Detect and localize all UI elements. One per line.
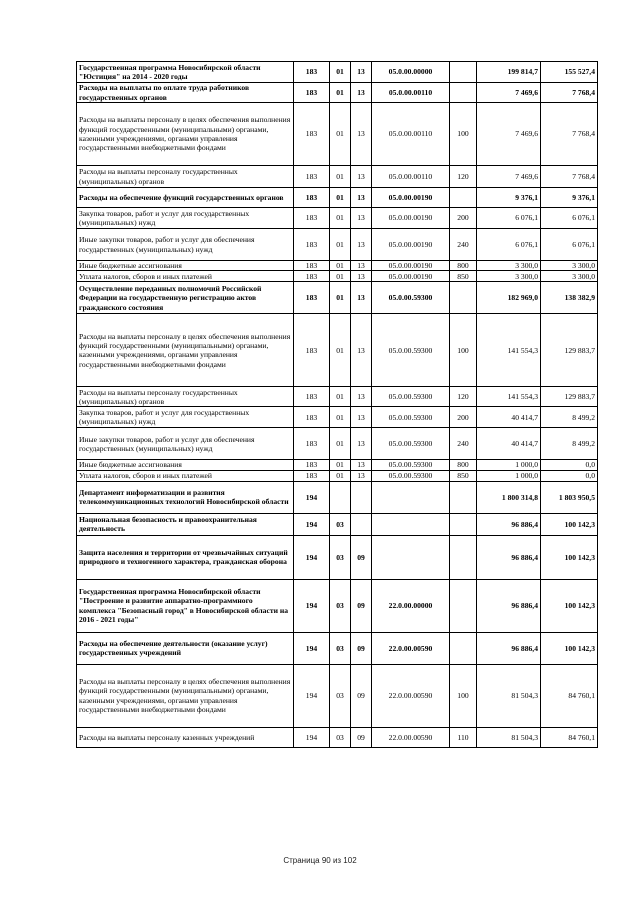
cell-name: Иные бюджетные ассигнования <box>77 460 294 470</box>
cell-code: 183 <box>294 83 330 103</box>
cell-subsection: 13 <box>351 387 372 407</box>
cell-target: 22.0.00.00590 <box>372 727 450 747</box>
cell-subsection: 09 <box>351 664 372 727</box>
cell-sum-1: 9 376,1 <box>477 188 541 208</box>
cell-code: 194 <box>294 481 330 513</box>
cell-type: 100 <box>450 664 477 727</box>
cell-name: Государственная программа Новосибирской области "Построение и развитие аппаратно-программного комплекса "Безопасный город" в Новосибирской области на 2016 - 2021 годы" <box>77 579 294 632</box>
cell-subsection: 13 <box>351 282 372 314</box>
cell-type: 110 <box>450 727 477 747</box>
table-row <box>77 208 598 229</box>
cell-code: 183 <box>294 314 330 387</box>
cell-type: 200 <box>450 407 477 428</box>
cell-section: 01 <box>330 208 351 229</box>
cell-target: 05.0.00.59300 <box>372 314 450 387</box>
table-row <box>77 513 598 535</box>
cell-type <box>450 535 477 579</box>
cell-sum-1: 96 886,4 <box>477 535 541 579</box>
cell-sum-2: 3 300,0 <box>541 271 598 282</box>
cell-sum-1: 182 969,0 <box>477 282 541 314</box>
cell-name: Расходы на обеспечение функций государственных органов <box>77 188 294 208</box>
cell-target: 05.0.00.00000 <box>372 62 450 83</box>
cell-code: 183 <box>294 407 330 428</box>
cell-target: 05.0.00.00110 <box>372 166 450 188</box>
table-row <box>77 664 598 727</box>
cell-target <box>372 535 450 579</box>
cell-sum-2: 3 300,0 <box>541 261 598 271</box>
cell-sum-2: 100 142,3 <box>541 632 598 664</box>
cell-sum-2: 100 142,3 <box>541 579 598 632</box>
table-row <box>77 727 598 747</box>
cell-subsection: 13 <box>351 470 372 481</box>
cell-sum-1: 1 000,0 <box>477 460 541 470</box>
cell-subsection: 13 <box>351 103 372 166</box>
cell-sum-2: 138 382,9 <box>541 282 598 314</box>
table-row <box>77 261 598 271</box>
cell-type: 120 <box>450 387 477 407</box>
cell-type <box>450 282 477 314</box>
cell-section: 01 <box>330 83 351 103</box>
cell-type <box>450 632 477 664</box>
cell-name: Закупка товаров, работ и услуг для государственных (муниципальных) нужд <box>77 407 294 428</box>
cell-target: 05.0.00.00190 <box>372 271 450 282</box>
cell-name: Расходы на выплаты по оплате труда работников государственных органов <box>77 83 294 103</box>
table-row <box>77 579 598 632</box>
cell-type: 120 <box>450 166 477 188</box>
cell-code: 194 <box>294 535 330 579</box>
cell-sum-1: 6 076,1 <box>477 229 541 261</box>
cell-name: Национальная безопасность и правоохранительная деятельность <box>77 513 294 535</box>
cell-subsection: 13 <box>351 62 372 83</box>
cell-sum-2: 1 803 950,5 <box>541 481 598 513</box>
page-number: Страница 90 из 102 <box>283 856 357 865</box>
cell-code: 194 <box>294 513 330 535</box>
cell-sum-2: 84 760,1 <box>541 727 598 747</box>
cell-section: 01 <box>330 62 351 83</box>
table-row <box>77 632 598 664</box>
cell-sum-2: 100 142,3 <box>541 535 598 579</box>
cell-type: 800 <box>450 460 477 470</box>
cell-code: 183 <box>294 282 330 314</box>
cell-sum-2: 129 883,7 <box>541 314 598 387</box>
cell-target <box>372 513 450 535</box>
cell-sum-2: 7 768,4 <box>541 83 598 103</box>
cell-type: 240 <box>450 229 477 261</box>
cell-section: 03 <box>330 664 351 727</box>
cell-subsection: 09 <box>351 579 372 632</box>
cell-name: Иные бюджетные ассигнования <box>77 261 294 271</box>
cell-sum-1: 199 814,7 <box>477 62 541 83</box>
cell-code: 183 <box>294 271 330 282</box>
cell-code: 183 <box>294 208 330 229</box>
cell-code: 183 <box>294 103 330 166</box>
cell-sum-2: 9 376,1 <box>541 188 598 208</box>
cell-code: 194 <box>294 579 330 632</box>
cell-name: Расходы на выплаты персоналу государственных (муниципальных) органов <box>77 387 294 407</box>
cell-code: 183 <box>294 428 330 460</box>
cell-name: Осуществление переданных полномочий Российской Федерации на государственную регистрацию актов гражданского состояния <box>77 282 294 314</box>
cell-type: 200 <box>450 208 477 229</box>
cell-section: 01 <box>330 229 351 261</box>
cell-type: 850 <box>450 470 477 481</box>
cell-sum-2: 155 527,4 <box>541 62 598 83</box>
cell-sum-1: 96 886,4 <box>477 632 541 664</box>
cell-section: 03 <box>330 513 351 535</box>
cell-sum-2: 7 768,4 <box>541 103 598 166</box>
cell-sum-1: 40 414,7 <box>477 428 541 460</box>
cell-name: Государственная программа Новосибирской области "Юстиция" на 2014 - 2020 годы <box>77 62 294 83</box>
cell-name: Департамент информатизации и развития телекоммуникационных технологий Новосибирской области <box>77 481 294 513</box>
cell-section: 03 <box>330 632 351 664</box>
budget-table-body <box>77 62 598 748</box>
cell-subsection: 13 <box>351 460 372 470</box>
cell-name: Расходы на выплаты персоналу в целях обеспечения выполнения функций государственными (муниципальными) органами, казенными учреждениями, органами управления государственными внебюджетными фондами <box>77 314 294 387</box>
cell-subsection: 13 <box>351 428 372 460</box>
cell-sum-2: 100 142,3 <box>541 513 598 535</box>
cell-sum-1: 141 554,3 <box>477 314 541 387</box>
cell-type <box>450 513 477 535</box>
cell-code: 183 <box>294 470 330 481</box>
cell-sum-2: 8 499,2 <box>541 428 598 460</box>
cell-section: 01 <box>330 261 351 271</box>
cell-code: 183 <box>294 387 330 407</box>
table-row <box>77 271 598 282</box>
cell-sum-1: 7 469,6 <box>477 103 541 166</box>
cell-target: 05.0.00.00190 <box>372 229 450 261</box>
cell-target: 05.0.00.59300 <box>372 387 450 407</box>
table-row <box>77 470 598 481</box>
table-row <box>77 535 598 579</box>
table-row <box>77 83 598 103</box>
cell-code: 183 <box>294 166 330 188</box>
cell-sum-1: 6 076,1 <box>477 208 541 229</box>
cell-sum-1: 81 504,3 <box>477 727 541 747</box>
table-row <box>77 62 598 83</box>
cell-sum-2: 129 883,7 <box>541 387 598 407</box>
cell-name: Уплата налогов, сборов и иных платежей <box>77 271 294 282</box>
cell-target: 22.0.00.00590 <box>372 632 450 664</box>
table-row <box>77 166 598 188</box>
cell-section: 01 <box>330 166 351 188</box>
cell-name: Расходы на выплаты персоналу государственных (муниципальных) органов <box>77 166 294 188</box>
cell-code: 183 <box>294 261 330 271</box>
cell-type <box>450 481 477 513</box>
cell-name: Расходы на выплаты персоналу в целях обеспечения выполнения функций государственными (муниципальными) органами, казенными учреждениями, органами управления государственными внебюджетными фондами <box>77 664 294 727</box>
cell-section: 01 <box>330 188 351 208</box>
cell-section: 01 <box>330 282 351 314</box>
cell-code: 183 <box>294 460 330 470</box>
cell-subsection: 13 <box>351 188 372 208</box>
cell-section <box>330 481 351 513</box>
table-row <box>77 407 598 428</box>
cell-name: Расходы на выплаты персоналу в целях обеспечения выполнения функций государственными (муниципальными) органами, казенными учреждениями, органами управления государственными внебюджетными фондами <box>77 103 294 166</box>
cell-sum-1: 96 886,4 <box>477 513 541 535</box>
cell-code: 194 <box>294 632 330 664</box>
cell-target: 05.0.00.00190 <box>372 208 450 229</box>
cell-type: 240 <box>450 428 477 460</box>
cell-target: 22.0.00.00000 <box>372 579 450 632</box>
cell-section: 01 <box>330 271 351 282</box>
cell-section: 01 <box>330 103 351 166</box>
table-row <box>77 282 598 314</box>
cell-type <box>450 188 477 208</box>
cell-section: 01 <box>330 470 351 481</box>
cell-name: Закупка товаров, работ и услуг для государственных (муниципальных) нужд <box>77 208 294 229</box>
table-row <box>77 188 598 208</box>
cell-section: 01 <box>330 407 351 428</box>
cell-sum-2: 0,0 <box>541 470 598 481</box>
cell-subsection: 13 <box>351 261 372 271</box>
cell-section: 01 <box>330 387 351 407</box>
cell-subsection <box>351 513 372 535</box>
cell-sum-1: 3 300,0 <box>477 271 541 282</box>
cell-type <box>450 579 477 632</box>
cell-target: 05.0.00.00190 <box>372 188 450 208</box>
cell-type <box>450 83 477 103</box>
cell-name: Расходы на выплаты персоналу казенных учреждений <box>77 727 294 747</box>
cell-subsection: 09 <box>351 535 372 579</box>
cell-subsection: 13 <box>351 407 372 428</box>
cell-name: Иные закупки товаров, работ и услуг для обеспечения государственных (муниципальных) нужд <box>77 229 294 261</box>
cell-type <box>450 62 477 83</box>
cell-target: 05.0.00.59300 <box>372 407 450 428</box>
table-row <box>77 314 598 387</box>
cell-target: 05.0.00.59300 <box>372 460 450 470</box>
cell-sum-2: 6 076,1 <box>541 229 598 261</box>
cell-section: 03 <box>330 535 351 579</box>
cell-section: 01 <box>330 428 351 460</box>
cell-sum-2: 84 760,1 <box>541 664 598 727</box>
cell-code: 183 <box>294 229 330 261</box>
table-row <box>77 229 598 261</box>
cell-sum-1: 1 800 314,8 <box>477 481 541 513</box>
cell-name: Расходы на обеспечение деятельности (оказание услуг) государственных учреждений <box>77 632 294 664</box>
cell-section: 01 <box>330 314 351 387</box>
table-row <box>77 428 598 460</box>
cell-code: 183 <box>294 188 330 208</box>
cell-section: 01 <box>330 460 351 470</box>
cell-target <box>372 481 450 513</box>
cell-sum-2: 0,0 <box>541 460 598 470</box>
cell-code: 194 <box>294 664 330 727</box>
cell-sum-1: 96 886,4 <box>477 579 541 632</box>
cell-subsection: 13 <box>351 208 372 229</box>
cell-subsection: 13 <box>351 229 372 261</box>
cell-target: 05.0.00.59300 <box>372 282 450 314</box>
cell-subsection <box>351 481 372 513</box>
cell-sum-2: 7 768,4 <box>541 166 598 188</box>
cell-name: Защита населения и территории от чрезвычайных ситуаций природного и техногенного характера, гражданская оборона <box>77 535 294 579</box>
cell-name: Иные закупки товаров, работ и услуг для обеспечения государственных (муниципальных) нужд <box>77 428 294 460</box>
cell-target: 05.0.00.00110 <box>372 103 450 166</box>
cell-sum-1: 141 554,3 <box>477 387 541 407</box>
cell-type: 850 <box>450 271 477 282</box>
cell-section: 03 <box>330 727 351 747</box>
cell-sum-1: 7 469,6 <box>477 166 541 188</box>
cell-type: 800 <box>450 261 477 271</box>
cell-sum-1: 3 300,0 <box>477 261 541 271</box>
table-row <box>77 460 598 470</box>
cell-name: Уплата налогов, сборов и иных платежей <box>77 470 294 481</box>
cell-target: 05.0.00.00110 <box>372 83 450 103</box>
cell-sum-1: 40 414,7 <box>477 407 541 428</box>
cell-subsection: 13 <box>351 166 372 188</box>
cell-target: 05.0.00.00190 <box>372 261 450 271</box>
cell-sum-1: 81 504,3 <box>477 664 541 727</box>
table-row <box>77 103 598 166</box>
table-row <box>77 481 598 513</box>
cell-type: 100 <box>450 103 477 166</box>
table-row <box>77 387 598 407</box>
cell-subsection: 13 <box>351 83 372 103</box>
cell-subsection: 09 <box>351 727 372 747</box>
cell-section: 03 <box>330 579 351 632</box>
cell-type: 100 <box>450 314 477 387</box>
cell-subsection: 09 <box>351 632 372 664</box>
cell-subsection: 13 <box>351 271 372 282</box>
cell-target: 05.0.00.59300 <box>372 428 450 460</box>
cell-sum-1: 1 000,0 <box>477 470 541 481</box>
cell-code: 194 <box>294 727 330 747</box>
cell-code: 183 <box>294 62 330 83</box>
cell-sum-2: 6 076,1 <box>541 208 598 229</box>
cell-target: 22.0.00.00590 <box>372 664 450 727</box>
cell-sum-2: 8 499,2 <box>541 407 598 428</box>
cell-subsection: 13 <box>351 314 372 387</box>
cell-target: 05.0.00.59300 <box>372 470 450 481</box>
cell-sum-1: 7 469,6 <box>477 83 541 103</box>
budget-table <box>76 61 598 748</box>
budget-document <box>76 61 597 748</box>
